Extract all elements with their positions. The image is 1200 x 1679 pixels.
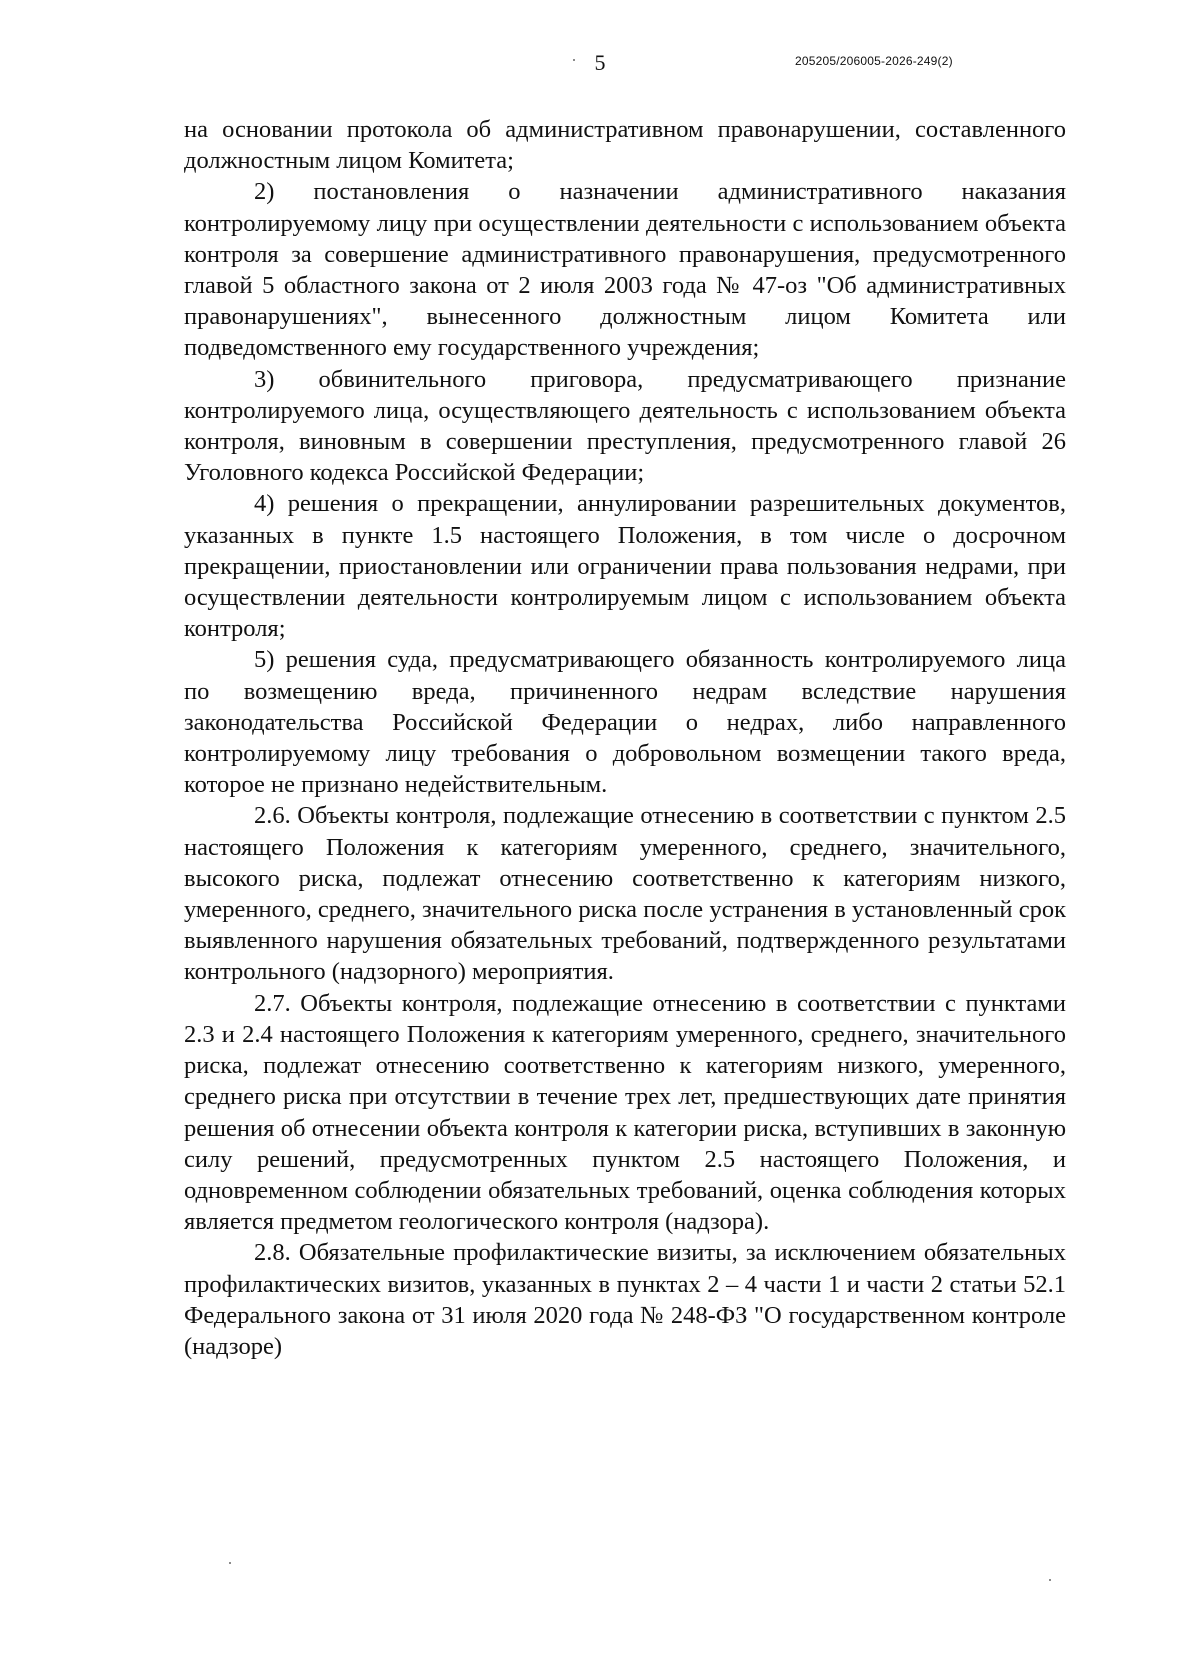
scan-speck — [1049, 1579, 1051, 1581]
document-code: 205205/206005-2026-249(2) — [795, 54, 953, 68]
paragraph-continuation: на основании протокола об административном правонарушении, составленного должностным лицом Комитета; — [184, 116, 1066, 175]
paragraph-item-4: 4) решения о прекращении, аннулировании разрешительных документов, указанных в пункте 1.5 настоящего Положения, в том числе о досрочном прекращении, приостановлении или ограничении права пользования недрами, при осуществлении деятельности контролируемым лицом с использованием объекта контроля; — [184, 490, 1066, 643]
paragraph-2-7: 2.7. Объекты контроля, подлежащие отнесению в соответствии с пунктами 2.3 и 2.4 настоящего Положения к категориям умеренного, среднего, значительного риска, подлежат отнесению соответственно к категориям низкого, умеренного, среднего риска при отсутствии в течение трех лет, предшествующих дате принятия решения об отнесении объекта контроля к категории риска, вступивших в законную силу решений, предусмотренных пунктом 2.5 настоящего Положения, и одновременном соблюдении обязательных требований, оценка соблюдения которых является предметом геологического контроля (надзора). — [184, 989, 1066, 1236]
paragraph-item-2: 2) постановления о назначении административного наказания контролируемому лицу при осуществлении деятельности с использованием объекта контроля за совершение административного правонарушения, предусмотренного главой 5 областного закона от 2 июля 2003 года № 47-оз "Об административных правонарушениях", вынесенного должностным лицом Комитета или подведомственного ему государственного учреждения; — [184, 178, 1066, 362]
scan-speck — [229, 1562, 231, 1564]
paragraph-item-3: 3) обвинительного приговора, предусматривающего признание контролируемого лица, осуществляющего деятельность с использованием объекта контроля, виновным в совершении преступления, предусмотренного главой 26 Уголовного кодекса Российской Федерации; — [184, 365, 1066, 487]
paragraph-2-8: 2.8. Обязательные профилактические визиты, за исключением обязательных профилактических визитов, указанных в пунктах 2 – 4 части 1 и части 2 статьи 52.1 Федерального закона от 31 июля 2020 года № 248-ФЗ "О государственном контроле (надзоре) — [184, 1239, 1066, 1360]
paragraph-2-6: 2.6. Объекты контроля, подлежащие отнесению в соответствии с пунктом 2.5 настоящего Положения к категориям умеренного, среднего, значительного, высокого риска, подлежат отнесению соответственно к категориям низкого, умеренного, среднего, значительного риска после устранения в установленный срок выявленного нарушения обязательных требований, подтвержденного результатами контрольного (надзорного) мероприятия. — [184, 802, 1066, 986]
scan-speck — [573, 59, 575, 61]
document-body — [184, 114, 1066, 1362]
paragraph-item-5: 5) решения суда, предусматривающего обязанность контролируемого лица по возмещению вреда, причиненного недрам вследствие нарушения законодательства Российской Федерации о недрах, либо направленного контролируемому лицу требования о добровольном возмещении такого вреда, которое не признано недействительным. — [184, 646, 1066, 799]
page-number: 5 — [594, 50, 606, 75]
